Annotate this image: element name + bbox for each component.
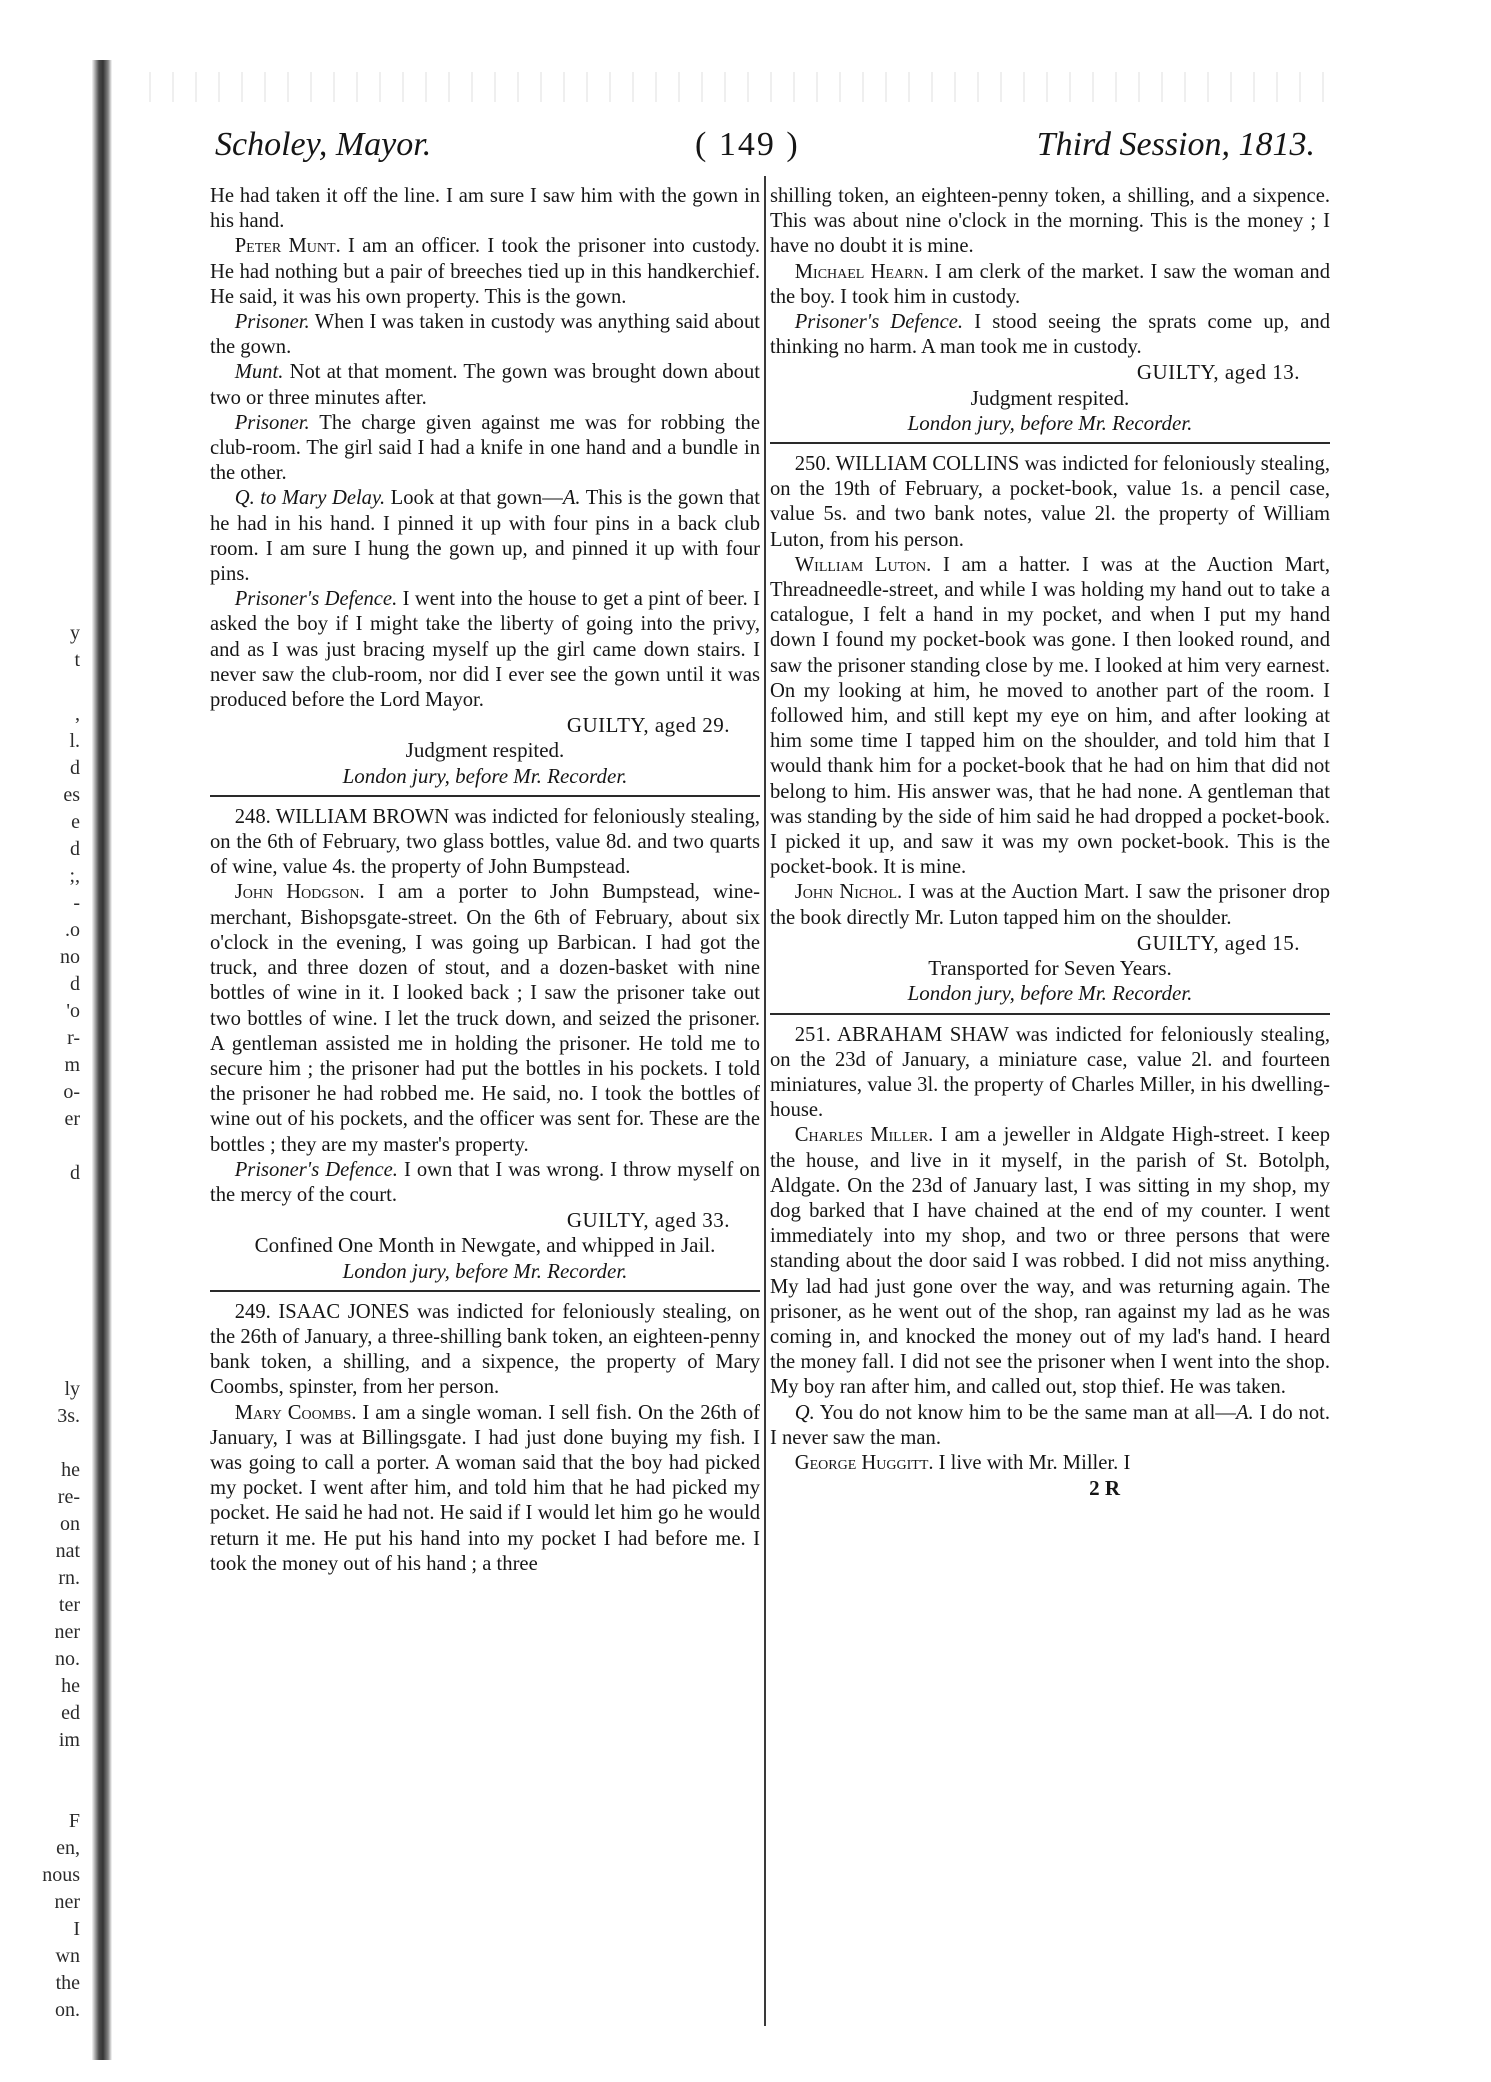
speaker-label: Prisoner. xyxy=(234,411,310,434)
case-heading: 248. WILLIAM BROWN was indicted for feloniously stealing, on the 6th of February, two glass bottles, value 8d. and two quarts of wine, value 4s. the property of John Bumpstead. xyxy=(210,805,760,879)
running-head-right: Third Session, 1813. xyxy=(1036,126,1315,163)
page-number: ( 149 ) xyxy=(695,126,800,163)
page-binding-shadow xyxy=(92,60,112,2060)
column-divider xyxy=(764,176,766,2026)
witness-name: John Hodgson. xyxy=(234,881,365,904)
testimony-text: Not at that moment. The gown was brought down about two or three minutes after. xyxy=(210,361,760,409)
testimony-text: Look at that gown— xyxy=(385,487,563,510)
testimony-text: I am a jeweller in Aldgate High-street. I keep the house, and live in it myself, in the parish of St. Botolph, Aldgate. On the 23d of January last, I was sitting in my shop, my dog barked that I have chained at the end of my counter. I went immediately into my shop, and two or three persons that were standing about the door said I was robbed. I did not miss anything. My lad had just gone over the way, and was returning again. The prisoner, as he went out of the shop, ran against my lad as he was coming in, and knocked the money out of my lad's hand. I heard the money fall. I did not see the prisoner when I went into the shop. My boy ran after him, and called out, stop thief. He was taken. xyxy=(770,1124,1330,1399)
testimony-text: I am a single woman. I sell fish. On the 26th of January, I was at Billingsgate. I had just done buying my fish. I was going to call a porter. A woman said that the boy had picked my pocket. I went after him, and told him that he had picked my pocket. He said he had not. He said if I would let him go he would return it me. He put his hand into my pocket I had before me. I took the money out of his hand ; a three xyxy=(210,1401,760,1575)
scan-noise xyxy=(140,72,1340,102)
sentence: Judgment respited. xyxy=(405,738,565,763)
testimony xyxy=(210,360,760,410)
defence xyxy=(770,310,1330,360)
speaker-label: Munt. xyxy=(234,361,284,384)
defence xyxy=(210,1158,760,1208)
testimony xyxy=(210,310,760,360)
margin-bleed-text: y t , l. d es e d ;, - .o no d 'o r- m o- er d ly 3s. he re- on nat rn. ter ner no. he ed im F en, nous ner I wn the on. xyxy=(42,622,80,2020)
speaker-label: Prisoner. xyxy=(234,311,310,334)
sentence: Transported for Seven Years. xyxy=(928,956,1172,981)
testimony xyxy=(210,411,760,487)
sentence: Confined One Month in Newgate, and whipped in Jail. xyxy=(254,1233,716,1258)
jury-line: London jury, before Mr. Recorder. xyxy=(907,410,1193,435)
testimony xyxy=(770,1451,1330,1476)
verdict: GUILTY, aged 29. xyxy=(566,713,730,738)
speaker-label: Q. to Mary Delay. xyxy=(234,487,386,510)
witness-name: George Huggitt. xyxy=(794,1451,934,1474)
testimony-text: The charge given against me was for robbing the club-room. The girl said I had a knife in one hand and a bundle in the other. xyxy=(210,411,760,485)
testimony-text: You do not know him to be the same man at all— xyxy=(814,1401,1236,1424)
paragraph: He had taken it off the line. I am sure I saw him with the gown in his hand. xyxy=(210,185,760,233)
case-heading: 250. WILLIAM COLLINS was indicted for feloniously stealing, on the 19th of February, a pocket-book, value 1s. a pencil case, value 5s. and two bank notes, value 2l. the property of William Luton, from his person. xyxy=(770,453,1330,551)
verdict: GUILTY, aged 33. xyxy=(566,1208,730,1233)
left-column xyxy=(210,184,760,1577)
testimony-text: I am clerk of the market. I saw the woman and the boy. I took him in custody. xyxy=(770,260,1330,308)
case-heading: 249. ISAAC JONES was indicted for feloniously stealing, on the 26th of January, a three-shilling bank token, an eighteen-penny bank token, a shilling, and a sixpence, the property of Mary Coombs, spinster, from her person. xyxy=(210,1300,760,1399)
case-separator xyxy=(770,442,1330,444)
jury-line: London jury, before Mr. Recorder. xyxy=(342,1258,628,1283)
signature-mark: 2 R xyxy=(1089,1476,1120,1501)
paragraph: shilling token, an eighteen-penny token, a shilling, and a sixpence. This was about nine o'clock in the morning. This is the money ; I have no doubt it is mine. xyxy=(770,185,1330,258)
case-heading: 251. ABRAHAM SHAW was indicted for feloniously stealing, on the 23d of January, a miniature case, value 2l. and fourteen miniatures, value 3l. the property of Charles Miller, in his dwelling-house. xyxy=(770,1023,1330,1122)
running-head-left: Scholey, Mayor. xyxy=(215,126,432,163)
defence-text: I went into the house to get a pint of beer. I asked the boy if I might take the liberty of going into the privy, and as I was just bracing myself up the girl came down stairs. I never saw the club-room, nor did I ever see the gown until it was produced before the Lord Mayor. xyxy=(210,588,760,712)
answer-label: A. xyxy=(562,487,581,510)
testimony-text: I live with Mr. Miller. I xyxy=(933,1451,1131,1474)
testimony-text: I was at the Auction Mart. I saw the prisoner drop the book directly Mr. Luton tapped him on the shoulder. xyxy=(770,881,1330,929)
verdict: GUILTY, aged 13. xyxy=(1136,360,1300,385)
testimony xyxy=(210,234,760,310)
witness-name: John Nichol. xyxy=(794,881,903,904)
verdict: GUILTY, aged 15. xyxy=(1136,930,1300,955)
testimony-text: I do not. I never saw the man. xyxy=(770,1401,1330,1449)
witness-name: Mary Coombs. xyxy=(234,1401,357,1424)
defence xyxy=(210,587,760,713)
witness-name: Charles Miller. xyxy=(794,1124,934,1147)
testimony-text: This is the gown that he had in his hand. I pinned it up with four pins in a back club room. I am sure I hung the gown up, and pinned it up with four pins. xyxy=(210,487,760,586)
testimony-text: When I was taken in custody was anything said about the gown. xyxy=(210,311,760,359)
testimony-text: I am an officer. I took the prisoner into custody. He had nothing but a pair of breeches tied up in this handkerchief. He said, it was his own property. This is the gown. xyxy=(210,235,760,308)
right-column xyxy=(770,184,1330,1501)
jury-line: London jury, before Mr. Recorder. xyxy=(907,981,1193,1006)
case-separator xyxy=(770,1013,1330,1015)
speaker-label: Prisoner's Defence. xyxy=(234,588,398,611)
defence-text: I own that I was wrong. I throw myself on the mercy of the court. xyxy=(210,1158,760,1206)
question-label: Q. xyxy=(794,1401,815,1424)
sentence: Judgment respited. xyxy=(970,385,1130,410)
speaker-label: Prisoner's Defence. xyxy=(794,311,964,334)
witness-name: Michael Hearn. xyxy=(794,260,929,283)
testimony xyxy=(210,1401,760,1577)
testimony xyxy=(770,880,1330,930)
running-head xyxy=(215,126,1315,170)
testimony xyxy=(770,553,1330,881)
answer-label: A. xyxy=(1235,1401,1254,1424)
testimony xyxy=(210,486,760,587)
case-separator xyxy=(210,1290,760,1292)
testimony xyxy=(770,1401,1330,1451)
defence-text: I stood seeing the sprats come up, and thinking no harm. A man took me in custody. xyxy=(770,311,1331,359)
testimony-text: I am a porter to John Bumpstead, wine-merchant, Bishopsgate-street. On the 6th of February, about six o'clock in the evening, I was going up Barbican. I had got the truck, and three dozen of stout, and a dozen-basket with nine bottles of wine in it. I looked back ; I saw the prisoner take out two bottles of wine. I let the truck down, and seized the prisoner. A gentleman assisted me in holding the prisoner. He told me to secure him ; the prisoner had put the bottles in his pockets. I told the prisoner he had robbed me. He said, no. I took the bottles of wine out of his pockets, and the officer was sent for. These are the bottles ; they are my master's property. xyxy=(210,881,760,1156)
testimony xyxy=(770,260,1330,310)
witness-name: William Luton. xyxy=(794,553,932,576)
speaker-label: Prisoner's Defence. xyxy=(234,1158,398,1181)
witness-name: Peter Munt. xyxy=(234,235,341,258)
jury-line: London jury, before Mr. Recorder. xyxy=(342,763,628,788)
testimony xyxy=(770,1123,1330,1400)
testimony xyxy=(210,880,760,1157)
testimony-text: I am a hatter. I was at the Auction Mart, Threadneedle-street, and while I was holding my hand out to take a catalogue, I felt a hand in my pocket, and when I put my hand down I found my pocket-book was gone. I then looked round, and saw the prisoner standing close by me. I looked at him very earnest. On my looking at him, he moved to another part of the room. I followed him, and still kept my eye on him, and after looking at him some time I tapped him on the shoulder, and told him that I would thank him for a pocket-book that he had on him that did not belong to him. His answer was, that he had none. A gentleman that was standing by the side of him said he had dropped a pocket-book. I picked it up, and saw it was my own pocket-book. This is the pocket-book. It is mine. xyxy=(770,553,1331,879)
case-separator xyxy=(210,795,760,797)
